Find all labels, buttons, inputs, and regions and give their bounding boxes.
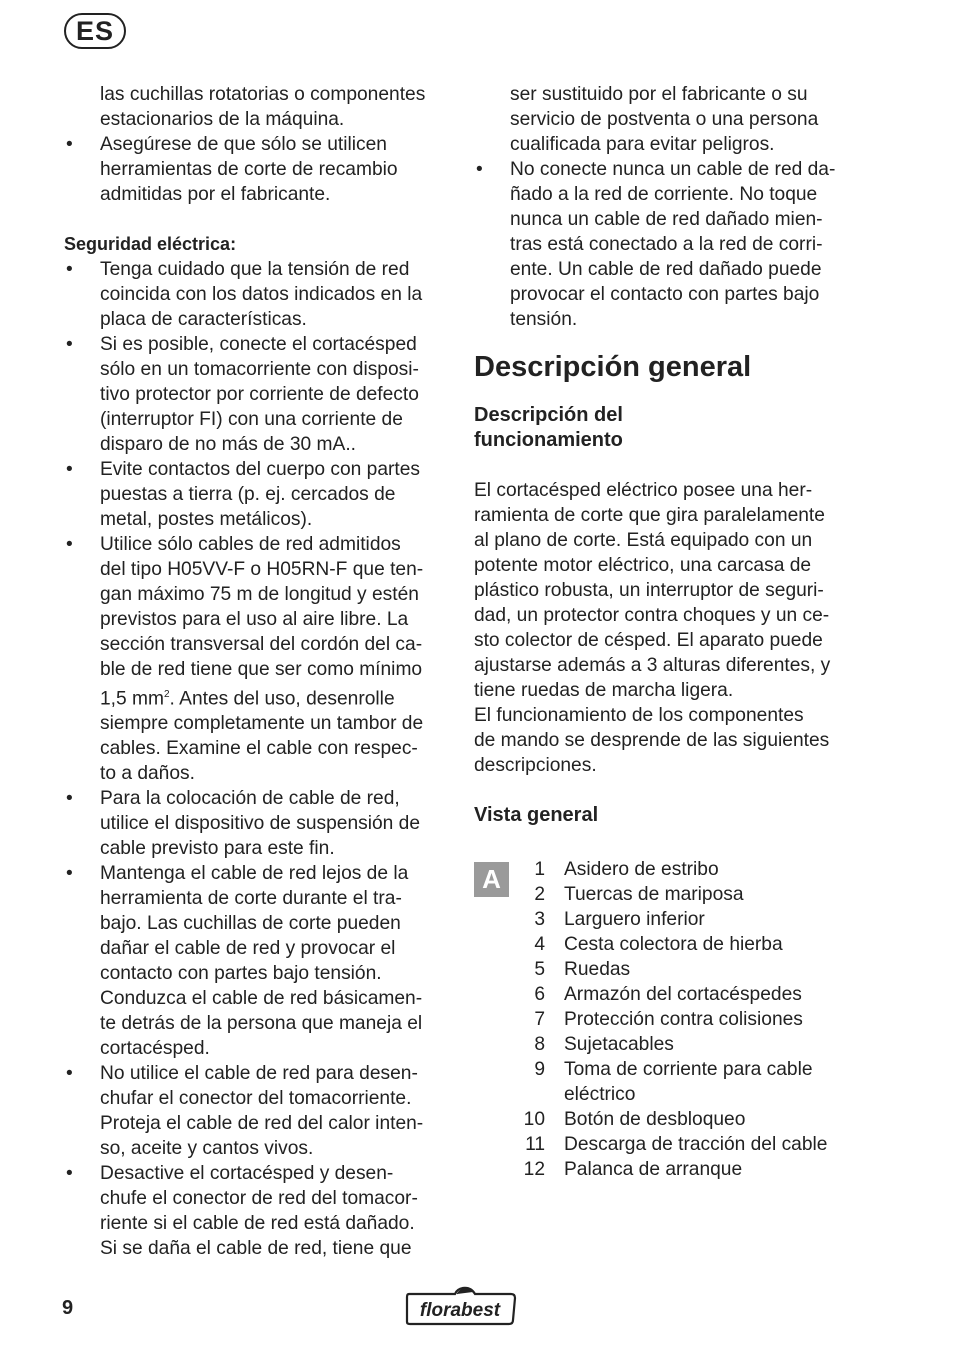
text-line: cortacésped. [100,1038,210,1060]
text-line: tivo protector por corriente de defecto [100,384,419,405]
florabest-logo [405,1286,517,1326]
part-number: 5 [534,959,545,980]
text-line: Protección contra colisiones [564,1009,803,1030]
cable-section-value: 1,5 mm [100,688,164,710]
list-item [64,861,454,1061]
heading-line: Descripción del [474,404,623,426]
part-item [510,1007,870,1032]
part-item [510,1157,870,1182]
text-line: dañar el cable de red y provocar el [100,938,396,960]
text-line: El cortacésped eléctrico posee una her- [474,480,813,501]
text-line: eléctrico [564,1084,636,1105]
text-line: El funcionamiento de los componentes [474,705,804,726]
part-item [510,957,870,982]
text-line: ser sustituido por el fabricante o su [510,84,808,105]
text-line: herramienta de corte durante el tra- [100,888,402,910]
part-number: 3 [534,909,545,930]
list-item [64,332,454,457]
part-label [545,957,630,982]
figure-a-label: A [474,862,509,897]
text-line: ble de red tiene que ser como mínimo [100,659,423,680]
bullet-damaged-cable [474,157,866,332]
overview-heading: Vista general [474,804,599,826]
text-line: Sujetacables [564,1034,674,1055]
text-line: ajustarse además a 3 alturas diferentes, y [474,655,831,676]
text-line: admitidas por el fabricante. [100,184,331,205]
part-label [545,882,744,907]
text-line: previstos para el uso al aire libre. La [100,609,409,630]
list-item [64,457,454,532]
part-number: 9 [534,1059,545,1080]
language-badge: ES [64,13,126,49]
text-line: Toma de corriente para cable [564,1059,813,1080]
text-line: Palanca de arranque [564,1159,743,1180]
bullet-replacement-tools [64,132,454,207]
section-title: Descripción general [474,351,752,383]
text-line: placa de características. [100,309,307,330]
intro-paragraph [64,82,454,132]
page-number: 9 [62,1297,74,1319]
part-label [545,1107,745,1132]
text-line: Armazón del cortacéspedes [564,984,802,1005]
text-line: servicio de postventa o una persona [510,109,819,130]
text-line: to a daños. [100,763,195,785]
text-line: Ruedas [564,959,631,980]
text-line: te detrás de la persona que maneja el [100,1013,423,1035]
part-item [510,932,870,957]
text-line: chufe el conector de red del tomacor- [100,1188,418,1210]
list-item [64,1161,454,1261]
text-line: • No conecte nunca un cable de red da- [510,159,836,180]
part-item [510,1132,870,1157]
cable-section-line [100,682,454,711]
list-item [64,532,454,786]
part-label [545,1057,813,1107]
text-line: ente. Un cable de red dañado puede [510,259,822,280]
text-line: Tuercas de mariposa [564,884,744,905]
text-line: • Mantenga el cable de red lejos de la [100,863,409,885]
text-line: • Evite contactos del cuerpo con partes [100,459,420,480]
text-line: potente motor eléctrico, una carcasa de [474,555,812,576]
electric-safety-heading: Seguridad eléctrica: [64,234,237,254]
text-line: cables. Examine el cable con respec- [100,738,418,760]
part-item [510,907,870,932]
text-line: contacto con partes bajo tensión. [100,963,382,985]
text-line: Asidero de estribo [564,859,719,880]
text-line: al plano de corte. Está equipado con un [474,530,813,551]
function-description-heading [474,403,866,453]
text-line: so, aceite y cantos vivos. [100,1138,314,1160]
text-line: chufar el conector del tomacorriente. [100,1088,412,1110]
text-line: Proteja el cable de red del calor inten- [100,1113,424,1135]
text-line: ramienta de corte que gira paralelamente [474,505,825,526]
text-line: • Tenga cuidado que la tensión de red [100,259,410,280]
text-line: sólo en un tomacorriente con disposi- [100,359,419,380]
text-line: Conduzca el cable de red básicamen- [100,988,423,1010]
text-line: • Si es posible, conecte el cortacésped [100,334,417,355]
text-line: de mando se desprende de las siguientes [474,730,830,751]
text-line: • Desactive el cortacésped y desen- [100,1163,394,1185]
brand-name: florabest [419,1300,501,1321]
part-label [545,907,705,932]
list-item [64,257,454,332]
text-line: (interruptor FI) con una corriente de [100,409,403,430]
text-line: Descarga de tracción del cable [564,1134,828,1155]
left-column [64,82,454,1261]
superscript: 2 [163,689,170,700]
part-item [510,1107,870,1132]
text-line: tiene ruedas de marcha ligera. [474,680,734,701]
part-label [545,1157,742,1182]
text-line: tras está conectado a la red de corri- [510,234,823,255]
text-line: metal, postes metálicos). [100,509,313,530]
text-line: disparo de no más de 30 mA.. [100,434,356,455]
text-line: Si se daña el cable de red, tiene que [100,1238,412,1260]
text-line: descripciones. [474,755,597,776]
part-number: 2 [534,884,545,905]
text-line: Botón de desbloqueo [564,1109,746,1130]
text-line: • Para la colocación de cable de red, [100,788,400,810]
text-line: Cesta colectora de hierba [564,934,783,955]
list-item [64,786,454,861]
text-line: sección transversal del cordón del ca- [100,634,423,655]
heading-line: funcionamiento [474,429,623,451]
text-line: utilice el dispositivo de suspensión de [100,813,420,835]
text-line: puestas a tierra (p. ej. cercados de [100,484,396,505]
text-line: siempre completamente un tambor de [100,713,424,735]
part-label [545,857,719,882]
text-line: Larguero inferior [564,909,705,930]
part-number: 11 [525,1134,545,1155]
part-number: 4 [534,934,545,955]
part-number: 7 [534,1009,545,1030]
text-line: del tipo H05VV-F o H05RN-F que ten- [100,559,424,580]
text-line: bajo. Las cuchillas de corte pueden [100,913,401,935]
part-item [510,857,870,882]
text-line: coincida con los datos indicados en la [100,284,423,305]
text-line: • Utilice sólo cables de red admitidos [100,534,401,555]
part-number: 12 [523,1159,545,1180]
part-item [510,982,870,1007]
text-line: cualificada para evitar peligros. [510,134,775,155]
part-item [510,882,870,907]
text-line: • Asegúrese de que sólo se utilicen [100,134,387,155]
text-line: estacionarios de la máquina. [100,109,345,130]
text-line: dad, un protector contra choques y un ce- [474,605,830,626]
part-label [545,932,783,957]
text-line: • No utilice el cable de red para desen- [100,1063,418,1085]
text-line: las cuchillas rotatorias o componentes [100,84,426,105]
text-line: sto colector de césped. El aparato puede [474,630,823,651]
text-line: provocar el contacto con partes bajo [510,284,820,305]
function-description-paragraph [474,478,866,778]
part-label [545,982,802,1007]
text-line: tensión. [510,309,578,330]
part-number: 6 [534,984,545,1005]
part-label [545,1032,674,1057]
part-number: 10 [523,1109,545,1130]
parts-list [510,857,870,1182]
text-line: nunca un cable de red dañado mien- [510,209,823,230]
continued-paragraph [474,82,866,157]
part-item [510,1057,870,1107]
text-line: plástico robusta, un interruptor de seguri- [474,580,824,601]
part-item [510,1032,870,1057]
right-column [474,82,866,828]
part-label [545,1007,803,1032]
text-line: herramientas de corte de recambio [100,159,398,180]
text-line: riente si el cable de red está dañado. [100,1213,415,1235]
part-number: 1 [534,859,545,880]
part-number: 8 [534,1034,545,1055]
electric-safety-list [64,257,454,1261]
text-line: ñado a la red de corriente. No toque [510,184,818,205]
list-item [64,1061,454,1161]
cable-section-suffix: . Antes del uso, desenrolle [169,688,395,710]
text-line: cable previsto para este fin. [100,838,335,860]
text-line: gan máximo 75 m de longitud y estén [100,584,419,605]
part-label [545,1132,827,1157]
